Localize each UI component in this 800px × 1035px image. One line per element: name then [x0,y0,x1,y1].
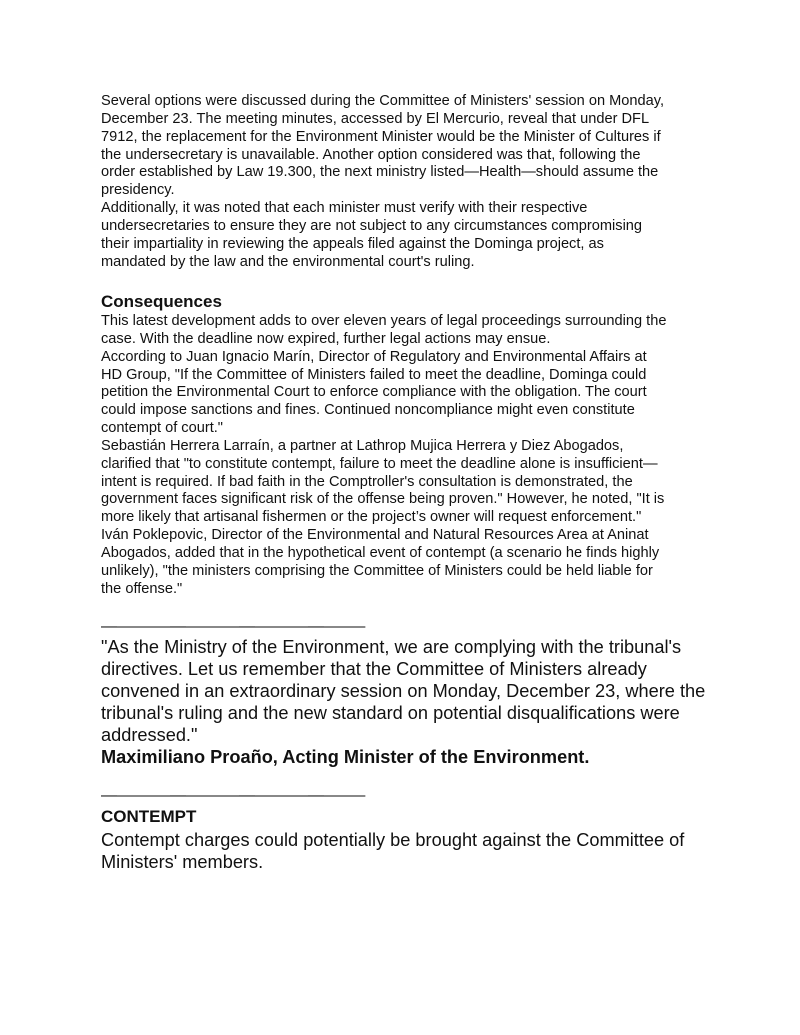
text-line: mandated by the law and the environmental court's ruling. [101,253,475,270]
text-line: Additionally, it was noted that each minister must verify with their respective [101,200,588,217]
quote-attribution-block [101,746,761,768]
text-line: Ministers' members. [101,852,264,872]
text-line: case. With the deadline now expired, further legal actions may ensue. [101,330,551,347]
separator-rule: ——————————————————— [101,787,364,804]
text-line: tribunal's ruling and the new standard on potential disqualifications were [101,703,680,723]
text-line: intent is required. If bad faith in the Comptroller's consultation is demonstrated, the [101,473,633,490]
separator-rule: ——————————————————— [101,618,364,635]
text-line: order established by Law 19.300, the next ministry listed—Health—should assume the [101,164,659,181]
text-line: Sebastián Herrera Larraín, a partner at Lathrop Mujica Herrera y Diez Abogados, [101,437,624,454]
consequences-heading: Consequences [101,292,222,311]
intro-section [101,93,761,271]
text-line: 7912, the replacement for the Environment Minister would be the Minister of Cultures if [101,128,661,145]
text-line: "As the Ministry of the Environment, we are complying with the tribunal's [101,637,682,657]
text-line: This latest development adds to over eleven years of legal proceedings surrounding the [101,313,667,329]
contempt-body [101,829,761,873]
minister-quote [101,636,761,746]
text-line: clarified that "to constitute contempt, failure to meet the deadline alone is insufficient— [101,455,658,472]
quote-attribution: Maximiliano Proaño, Acting Minister of the Environment. [101,747,590,767]
text-line: undersecretaries to ensure they are not subject to any circumstances compromising [101,217,643,234]
text-line: Several options were discussed during the Committee of Ministers' session on Monday, [101,93,665,109]
text-line: Iván Poklepovic, Director of the Environmental and Natural Resources Area at Aninat [101,527,649,544]
text-line: convened in an extraordinary session on Monday, December 23, where the [101,681,706,701]
text-line: According to Juan Ignacio Marín, Director of Regulatory and Environmental Affairs at [101,348,647,365]
text-line: their impartiality in reviewing the appeals filed against the Dominga project, as [101,235,604,252]
consequences-body [101,313,761,599]
text-line: HD Group, "If the Committee of Ministers failed to meet the deadline, Dominga could [101,366,647,383]
contempt-heading: CONTEMPT [101,807,197,826]
text-line: the undersecretary is unavailable. Another option considered was that, following the [101,146,641,163]
text-line: the offense." [101,580,183,597]
text-line: directives. Let us remember that the Committee of Ministers already [101,659,647,679]
text-line: addressed." [101,725,198,745]
text-line: contempt of court." [101,420,223,437]
text-line: Contempt charges could potentially be brought against the Committee of [101,830,685,850]
text-line: Abogados, added that in the hypothetical event of contempt (a scenario he finds highly [101,544,660,561]
text-line: December 23. The meeting minutes, accessed by El Mercurio, reveal that under DFL [101,110,650,127]
text-line: government faces significant risk of the offense being proven." However, he noted, "It is [101,491,665,508]
text-line: presidency. [101,182,175,199]
text-line: unlikely), "the ministers comprising the Committee of Ministers could be held liable for [101,562,653,579]
text-line: could impose sanctions and fines. Continued noncompliance might even constitute [101,402,635,419]
text-line: more likely that artisanal fishermen or the project’s owner will request enforcement." [101,509,642,526]
text-line: petition the Environmental Court to enforce compliance with the obligation. The court [101,384,647,401]
